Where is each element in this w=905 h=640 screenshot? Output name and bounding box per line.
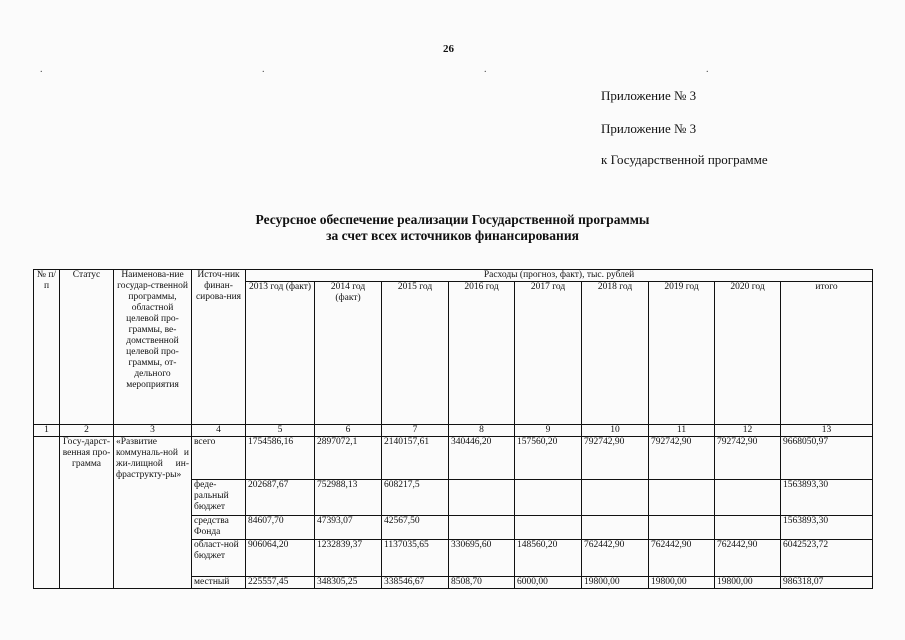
value-cell — [715, 480, 781, 516]
column-number: 10 — [582, 425, 649, 437]
appendix-line-1: Приложение № 3 — [601, 88, 697, 103]
value-cell: 157560,20 — [515, 437, 582, 480]
value-cell: 338546,67 — [382, 577, 449, 589]
column-number: 3 — [114, 425, 192, 437]
program-name-cell: «Развитие коммуналь-ной и жи-лищной ин-фраструкту-ры» — [114, 437, 192, 589]
column-number: 8 — [449, 425, 515, 437]
page-number: 26 — [443, 43, 454, 55]
source-cell: средства Фонда — [192, 516, 246, 540]
value-cell: 42567,50 — [382, 516, 449, 540]
value-cell — [449, 480, 515, 516]
header-source: Источ-ник финан-сирова-ния — [192, 270, 246, 425]
header-expenses: Расходы (прогноз, факт), тыс. рублей — [246, 270, 873, 282]
column-number: 2 — [60, 425, 114, 437]
source-cell: феде-ральный бюджет — [192, 480, 246, 516]
value-cell: 8508,70 — [449, 577, 515, 589]
value-cell: 762442,90 — [649, 540, 715, 577]
value-cell — [649, 480, 715, 516]
value-cell: 1137035,65 — [382, 540, 449, 577]
value-cell: 762442,90 — [715, 540, 781, 577]
value-cell — [582, 480, 649, 516]
header-status: Статус — [60, 270, 114, 425]
column-number: 1 — [34, 425, 60, 437]
value-cell: 6000,00 — [515, 577, 582, 589]
header-year: 2018 год — [582, 282, 649, 425]
column-number: 9 — [515, 425, 582, 437]
value-cell: 1232839,37 — [315, 540, 382, 577]
value-cell: 752988,13 — [315, 480, 382, 516]
source-cell: всего — [192, 437, 246, 480]
appendix-line-2: Приложение № 3 — [601, 121, 697, 136]
column-number: 12 — [715, 425, 781, 437]
column-number: 11 — [649, 425, 715, 437]
value-cell: 225557,45 — [246, 577, 315, 589]
header-year: 2015 год — [382, 282, 449, 425]
source-cell: местный — [192, 577, 246, 589]
value-cell: 762442,90 — [582, 540, 649, 577]
header-total: итого — [781, 282, 873, 425]
scan-speck: . — [484, 64, 487, 75]
resource-table — [33, 269, 873, 589]
row-number-cell — [34, 437, 60, 589]
value-cell: 47393,07 — [315, 516, 382, 540]
scan-speck: . — [706, 64, 709, 75]
value-cell: 2897072,1 — [315, 437, 382, 480]
header-year: 2014 год (факт) — [315, 282, 382, 425]
value-cell: 348305,25 — [315, 577, 382, 589]
value-cell — [515, 516, 582, 540]
value-cell: 986318,07 — [781, 577, 873, 589]
value-cell: 19800,00 — [582, 577, 649, 589]
value-cell: 792742,90 — [715, 437, 781, 480]
appendix-line-3: к Государственной программе — [601, 152, 768, 167]
value-cell: 330695,60 — [449, 540, 515, 577]
value-cell: 2140157,61 — [382, 437, 449, 480]
header-year: 2013 год (факт) — [246, 282, 315, 425]
header-year: 2016 год — [449, 282, 515, 425]
scan-speck: . — [40, 64, 43, 75]
value-cell — [449, 516, 515, 540]
value-cell — [649, 516, 715, 540]
value-cell: 6042523,72 — [781, 540, 873, 577]
value-cell: 202687,67 — [246, 480, 315, 516]
header-year: 2019 год — [649, 282, 715, 425]
title-line-1: Ресурсное обеспечение реализации Государственной программы — [255, 212, 650, 227]
value-cell: 1563893,30 — [781, 480, 873, 516]
table-row — [34, 437, 873, 480]
value-cell: 84607,70 — [246, 516, 315, 540]
value-cell: 792742,90 — [582, 437, 649, 480]
value-cell: 19800,00 — [715, 577, 781, 589]
value-cell — [582, 516, 649, 540]
document-title — [0, 212, 905, 244]
value-cell: 792742,90 — [649, 437, 715, 480]
value-cell: 1563893,30 — [781, 516, 873, 540]
value-cell: 340446,20 — [449, 437, 515, 480]
status-cell: Госу-дарст-венная про-грамма — [60, 437, 114, 589]
column-number: 5 — [246, 425, 315, 437]
scan-speck: . — [262, 64, 265, 75]
header-num: № п/п — [34, 270, 60, 425]
value-cell — [715, 516, 781, 540]
column-number: 7 — [382, 425, 449, 437]
header-year: 2017 год — [515, 282, 582, 425]
value-cell: 608217,5 — [382, 480, 449, 516]
title-line-2: за счет всех источников финансирования — [326, 228, 579, 243]
header-year: 2020 год — [715, 282, 781, 425]
column-number: 6 — [315, 425, 382, 437]
value-cell: 148560,20 — [515, 540, 582, 577]
value-cell — [515, 480, 582, 516]
value-cell: 1754586,16 — [246, 437, 315, 480]
header-name: Наименова-ние государ-ственной программы, областной целевой про-граммы, ве-домственной целевой про-граммы, от-дельного мероприятия — [114, 270, 192, 425]
column-number: 13 — [781, 425, 873, 437]
value-cell: 906064,20 — [246, 540, 315, 577]
source-cell: област-ной бюджет — [192, 540, 246, 577]
column-number: 4 — [192, 425, 246, 437]
value-cell: 9668050,97 — [781, 437, 873, 480]
value-cell: 19800,00 — [649, 577, 715, 589]
